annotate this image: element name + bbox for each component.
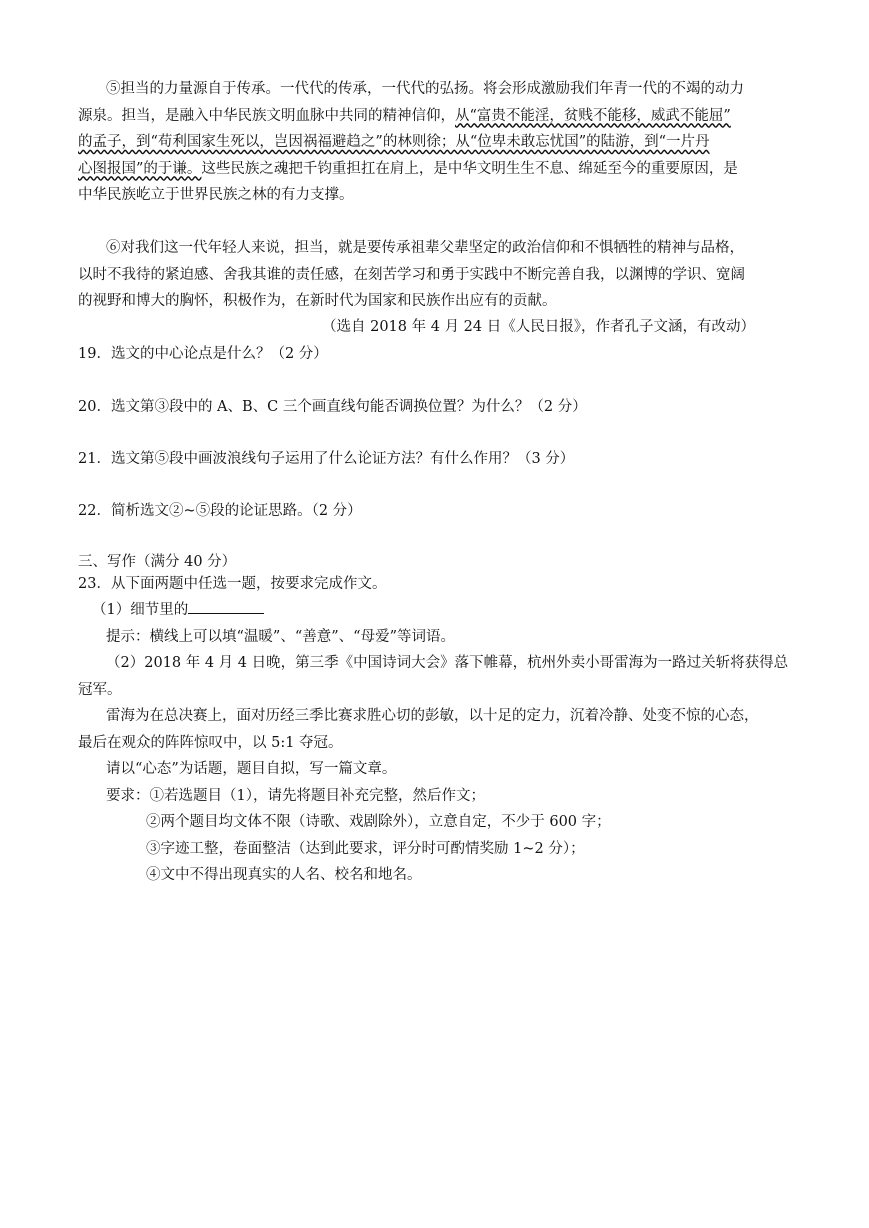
requirement-2: ②两个题目均文体不限（诗歌、戏剧除外），立意自定，不少于 600 字； bbox=[146, 814, 611, 830]
option-1 bbox=[78, 597, 790, 624]
fill-in-blank-line bbox=[188, 599, 264, 614]
story-line-1: 雷海为在总决赛上，面对历经三季比赛求胜心切的彭敏，以十足的定力，沉着冷静、处变不惊的心态， bbox=[106, 708, 759, 724]
para5-line-2 bbox=[78, 103, 790, 130]
wavy-underlined-end: 心图报国”的于谦。 bbox=[78, 160, 202, 177]
hint: 提示：横线上可以填“温暖”、“善意”、“母爱”等词语。 bbox=[106, 628, 455, 645]
para6-line-2: 以时不我待的紧迫感、舍我其谁的责任感，在刻苦学习和勇于实践中不断完善自我，以渊博的学识、宽阔 bbox=[78, 266, 745, 283]
para5-line-4 bbox=[78, 156, 790, 183]
source-citation: （选自 2018 年 4 月 24 日《人民日报》，作者孔子文涵，有改动） bbox=[322, 319, 755, 335]
question-21: 21．选文第⑤段中画波浪线句子运用了什么论证方法？有什么作用？（3 分） bbox=[78, 451, 575, 467]
question-20: 20．选文第③段中的 A、B、C 三个画直线句能否调换位置？为什么？（2 分） bbox=[78, 399, 587, 415]
question-23: 23．从下面两题中任选一题，按要求完成作文。 bbox=[78, 575, 387, 592]
option-2-line-1: （2）2018 年 4 月 4 日晚，第三季《中国诗词大会》落下帷幕，杭州外卖小哥雷海为一路过关斩将获得总 bbox=[106, 655, 789, 671]
para6-line-3: 的视野和博大的胸怀，积极作为，在新时代为国家和民族作出应有的贡献。 bbox=[78, 293, 557, 309]
para6-line-1: ⑥对我们这一代年轻人来说，担当，就是要传承祖辈父辈坚定的政治信仰和不惧牺牲的精神与品格， bbox=[106, 240, 744, 256]
paragraph-6 bbox=[78, 235, 790, 315]
question-22: 22．简析选文②~⑤段的论证思路。（2 分） bbox=[78, 503, 362, 519]
option-1-text: （1）细节里的 bbox=[92, 602, 189, 618]
story-line-2: 最后在观众的阵阵惊叹中，以 5:1 夺冠。 bbox=[78, 734, 343, 751]
requirement-3: ③字迹工整，卷面整洁（达到此要求，评分时可酌情奖励 1~2 分）； bbox=[146, 840, 585, 857]
wavy-underlined-sentence: 从“富贵不能淫，贫贱不能移，威武不能屈” bbox=[455, 107, 731, 124]
section-title: 三、写作（满分 40 分） bbox=[78, 554, 237, 570]
para5-line-3: 的孟子，到“苟利国家生死以，岂因祸福避趋之”的林则徐；从“位卑未敢忘忧国”的陆游，到“一片丹 bbox=[78, 134, 710, 150]
para5-line-1: ⑤担当的力量源自于传承。一代代的传承，一代代的弘扬。将会形成激励我们年青一代的不竭的动力 bbox=[106, 81, 744, 97]
para5-line-4-text: 这些民族之魂把千钧重担扛在肩上，是中华文明生生不息、绵延至今的重要原因，是 bbox=[201, 160, 738, 177]
requirement-1: 要求：①若选题目（1），请先将题目补充完整，然后作文； bbox=[106, 787, 485, 804]
question-19: 19．选文的中心论点是什么？（2 分） bbox=[78, 346, 328, 362]
requirement-4: ④文中不得出现真实的人名、校名和地名。 bbox=[146, 867, 422, 883]
para5-line-2-text: 源泉。担当，是融入中华民族文明血脉中共同的精神信仰， bbox=[78, 107, 455, 124]
option-2-line-2: 冠军。 bbox=[78, 681, 122, 698]
writing-section bbox=[78, 549, 790, 889]
paragraph-5 bbox=[78, 76, 790, 209]
para5-line-5: 中华民族屹立于世界民族之林的有力支撑。 bbox=[78, 187, 354, 203]
topic-instruction: 请以“心态”为话题，题目自拟，写一篇文章。 bbox=[106, 761, 397, 777]
